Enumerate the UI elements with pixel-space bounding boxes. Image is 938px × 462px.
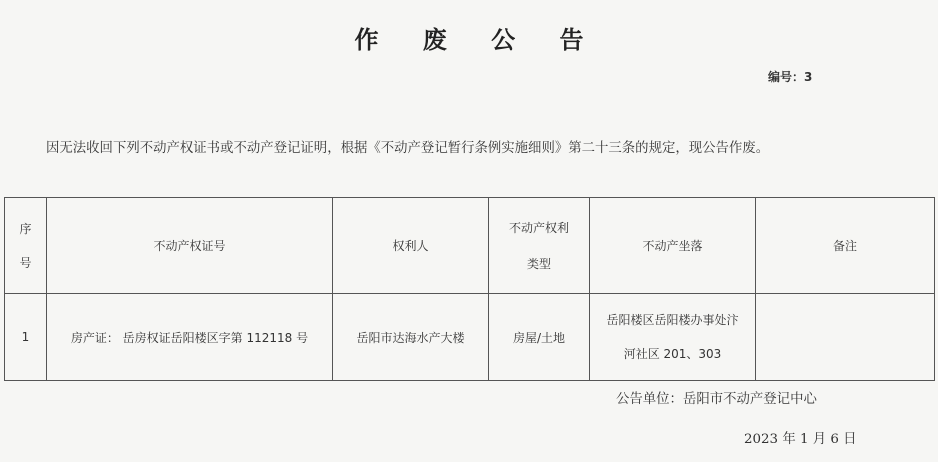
row-holder: 岳阳市达海水产大楼 <box>333 294 489 381</box>
header-seq <box>5 198 47 294</box>
document-number: 编号：3 <box>768 70 813 84</box>
header-note: 备注 <box>756 198 935 294</box>
header-holder: 权利人 <box>333 198 489 294</box>
document-title: 作 废 公 告 <box>354 26 602 54</box>
row-location-line2: 河社区 201、303 <box>623 347 722 361</box>
table-row <box>5 294 935 381</box>
row-note <box>756 294 935 381</box>
row-location <box>590 294 756 381</box>
header-type-line2: 类型 <box>526 256 551 271</box>
void-certificate-table <box>4 197 935 381</box>
table-header-row <box>5 198 935 294</box>
header-type-line1: 不动产权利 <box>508 220 569 235</box>
header-seq-line2: 号 <box>19 255 32 270</box>
header-right-type <box>489 198 590 294</box>
header-seq-line1: 序 <box>19 221 32 236</box>
issuing-organization: 公告单位：岳阳市不动产登记中心 <box>616 392 817 407</box>
header-location: 不动产坐落 <box>590 198 756 294</box>
notice-intro: 因无法收回下列不动产权证书或不动产登记证明，根据《不动产登记暂行条例实施细则》第二十三条的规定，现公告作废。 <box>46 141 770 156</box>
row-location-line1: 岳阳楼区岳阳楼办事处汴 <box>606 313 739 327</box>
row-seq: 1 <box>5 294 47 381</box>
row-cert-no: 房产证： 岳房权证岳阳楼区字第 112118 号 <box>47 294 333 381</box>
row-right-type: 房屋/土地 <box>489 294 590 381</box>
header-cert-no: 不动产权证号 <box>47 198 333 294</box>
notice-date: 2023 年 1 月 6 日 <box>744 432 857 447</box>
